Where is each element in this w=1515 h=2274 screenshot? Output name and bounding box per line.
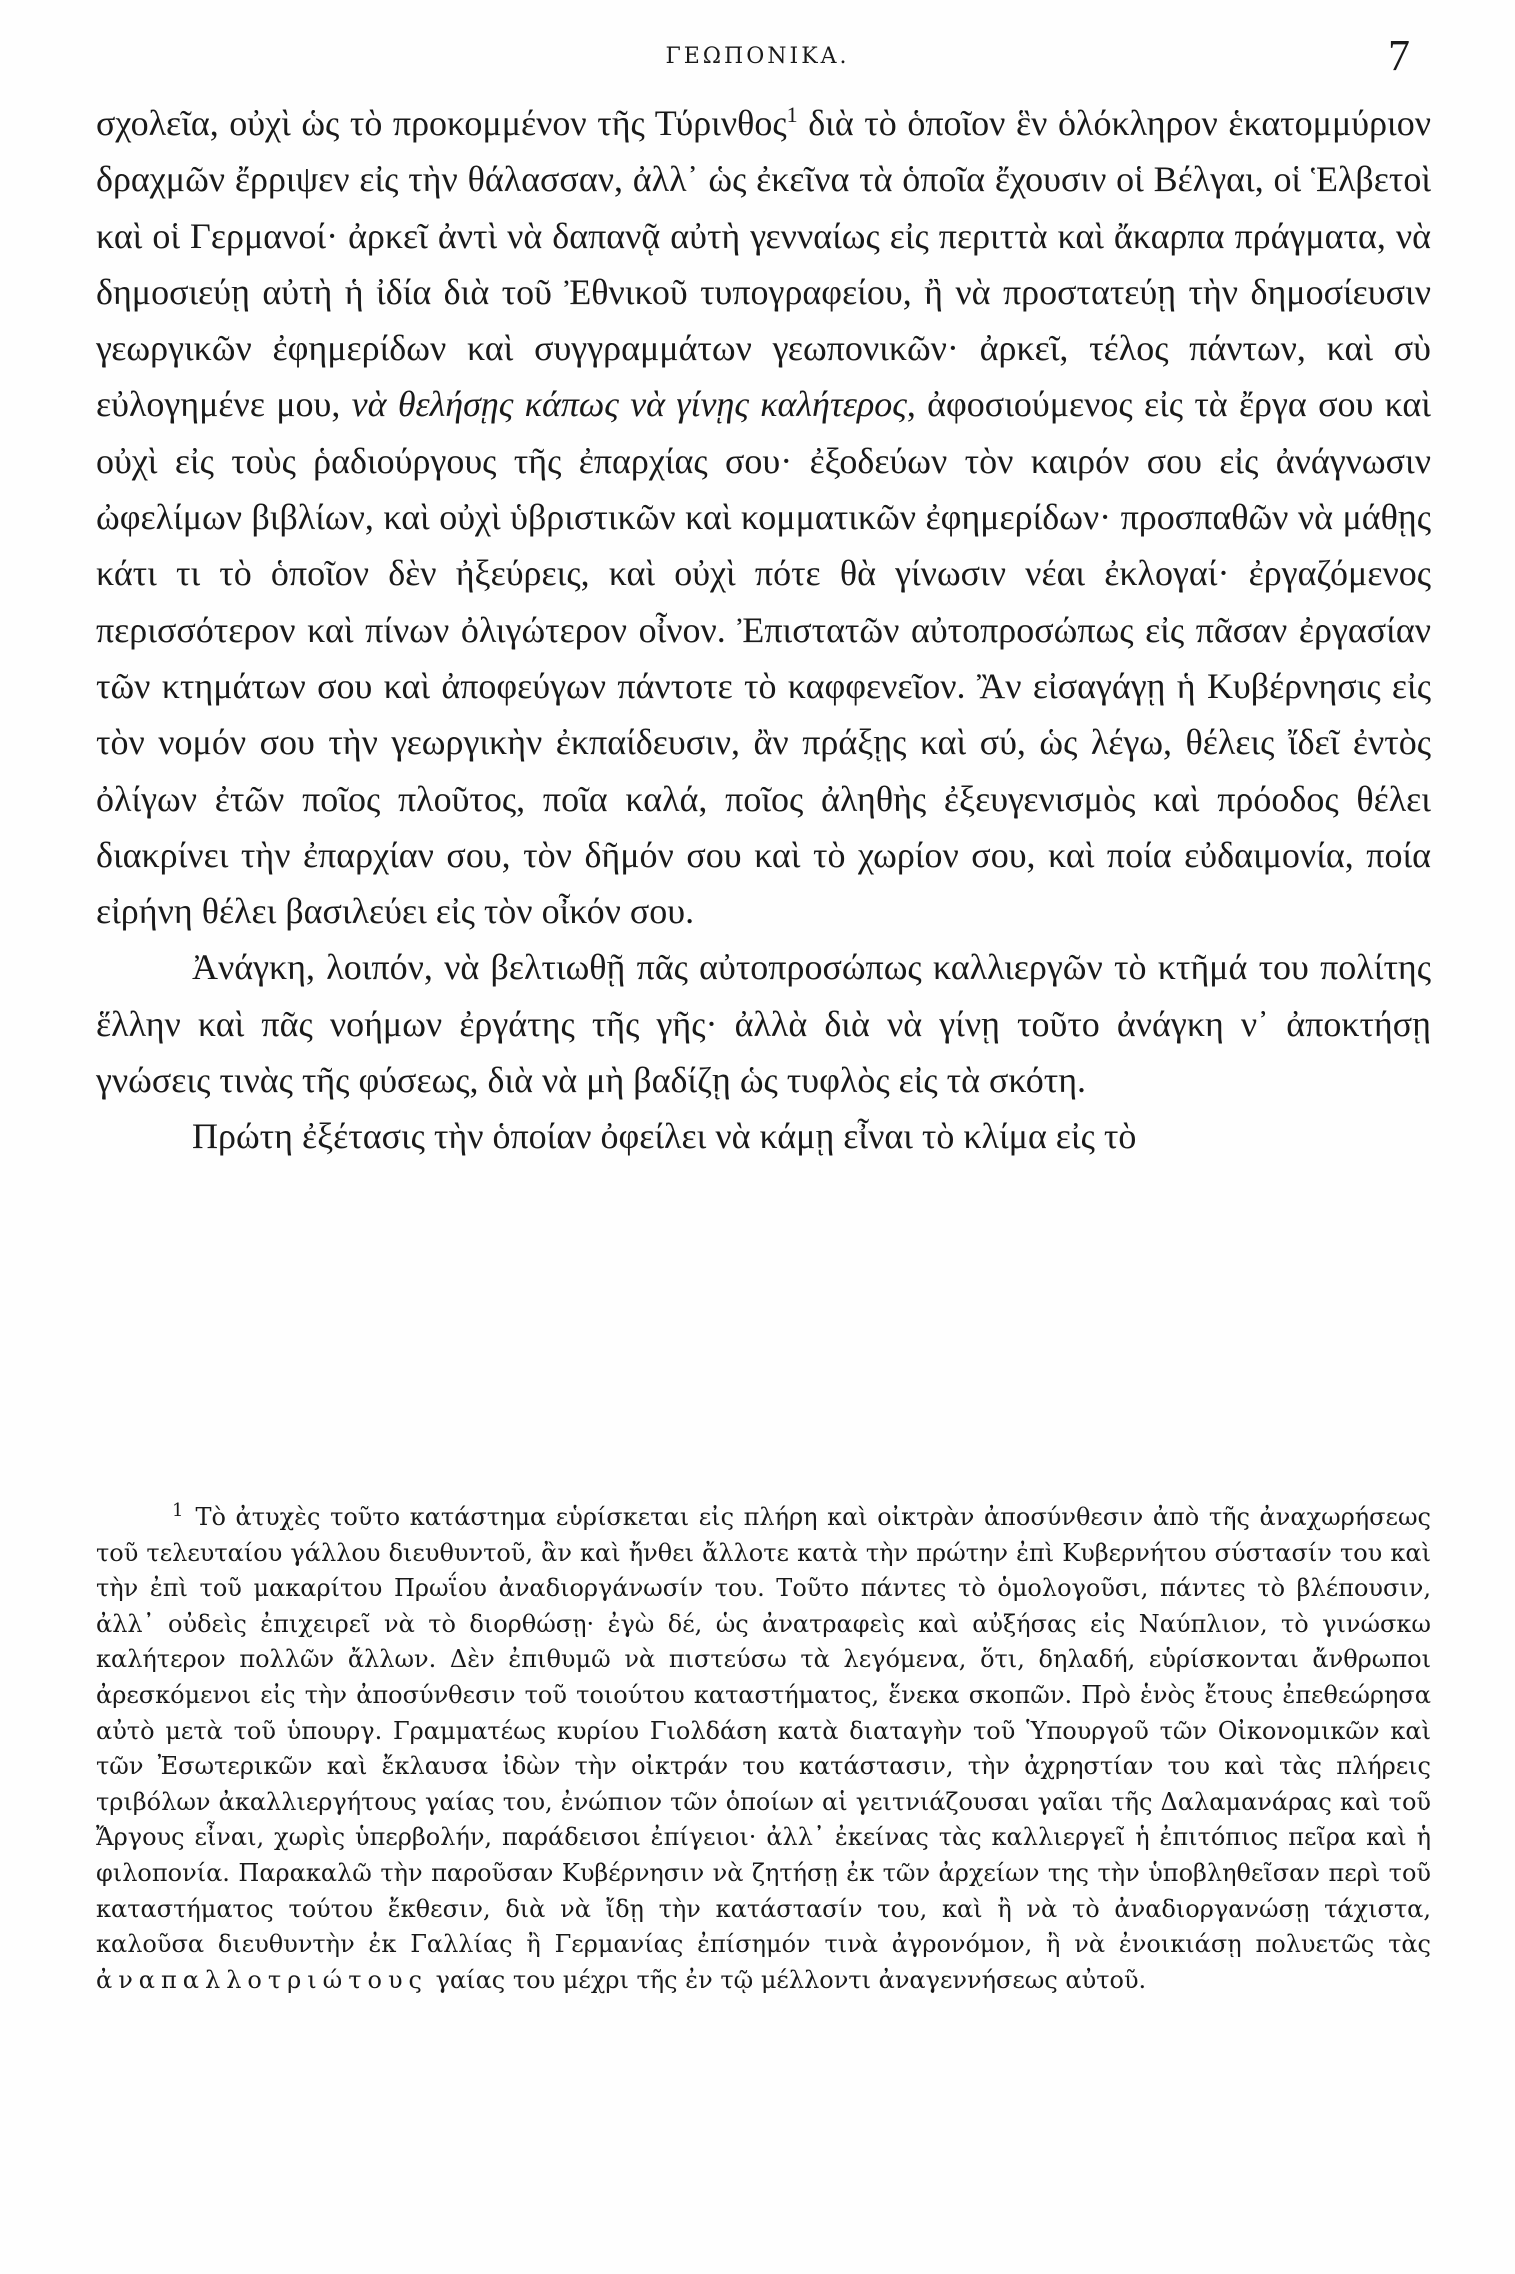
paragraph-1-part-b: διὰ τὸ ὁποῖον ἓν ὁλόκληρον ἑκατομμύριον δραχμῶν ἔρριψεν εἰς τὴν θάλασσαν, ἀλλ᾽ ὡς ἐκεῖνα τὰ ὁποῖα ἔχουσιν οἱ Βέλγαι, οἱ Ἑλβετοὶ καὶ οἱ Γερμανοί· ἀρκεῖ ἀντὶ νὰ δαπανᾷ αὐτὴ γενναίως εἰς περιττὰ καὶ ἄκαρπα πράγματα, νὰ δημοσιεύῃ αὐτὴ ἡ ἰδία διὰ τοῦ Ἐθνικοῦ τυπογραφείου, ἢ νὰ προστατεύῃ τὴν δημοσίευσιν γεωργικῶν ἐφημερίδων καὶ συγγραμμάτων γεωπονικῶν· ἀρκεῖ, τέλος πάντων, καὶ σὺ εὐλογημένε μου, [96, 103, 1431, 425]
footnote-spaced-word: ἀναπαλλοτριώτους [96, 1965, 428, 1994]
page-number: 7 [1388, 31, 1410, 80]
main-text [96, 95, 1431, 1165]
paragraph-1-emphasis: νὰ θελήσῃς κάπως νὰ γίνῃς καλήτερος [351, 384, 907, 425]
paragraph-2: Ἀνάγκη, λοιπόν, νὰ βελτιωθῇ πᾶς αὐτοπροσώπως καλλιεργῶν τὸ κτῆμά του πολίτης ἕλλην καὶ πᾶς νοήμων ἐργάτης τῆς γῆς· ἀλλὰ διὰ νὰ γίνῃ τοῦτο ἀνάγκη ν᾽ ἀποκτήσῃ γνώσεις τινὰς τῆς φύσεως, διὰ νὰ μὴ βαδίζῃ ὡς τυφλὸς εἰς τὰ σκότη. [96, 947, 1431, 1101]
paragraph-1-part-c: , ἀφοσιούμενος εἰς τὰ ἔργα σου καὶ οὐχὶ εἰς τοὺς ῥαδιούργους τῆς ἐπαρχίας σου· ἐξοδεύων τὸν καιρόν σου εἰς ἀνάγνωσιν ὠφελίμων βιβλίων, καὶ οὐχὶ ὑβριστικῶν καὶ κομματικῶν ἐφημερίδων· προσπαθῶν νὰ μάθῃς κάτι τι τὸ ὁποῖον δὲν ἠξεύρεις, καὶ οὐχὶ πότε θὰ γίνωσιν νέαι ἐκλογαί· ἐργαζόμενος περισσότερον καὶ πίνων ὀλιγώτερον οἶνον. Ἐπιστατῶν αὐτοπροσώπως εἰς πᾶσαν ἐργασίαν τῶν κτημάτων σου καὶ ἀποφεύγων πάντοτε τὸ καφφενεῖον. Ἂν εἰσαγάγῃ ἡ Κυβέρνησις εἰς τὸν νομόν σου τὴν γεωργικὴν ἐκπαίδευσιν, ἂν πράξῃς καὶ σύ, ὡς λέγω, θέλεις ἴδεῖ ἐντὸς ὀλίγων ἐτῶν ποῖος πλοῦτος, ποῖα καλά, ποῖος ἀληθὴς ἐξευγενισμὸς καὶ πρόοδος θέλει διακρίνει τὴν ἐπαρχίαν σου, τὸν δῆμόν σου καὶ τὸ χωρίον σου, καὶ ποία εὐδαιμονία, ποία εἰρήνη θέλει βασιλεύει εἰς τὸν οἶκόν σου. [96, 384, 1431, 932]
footnote-paragraph [96, 1500, 1431, 1998]
footnote-reference: 1 [786, 102, 798, 127]
footnote-number: 1 [172, 1500, 184, 1521]
footnote-text-a: Τὸ ἀτυχὲς τοῦτο κατάστημα εὑρίσκεται εἰς πλήρη καὶ οἰκτρὰν ἀποσύνθεσιν ἀπὸ τῆς ἀναχωρήσεως τοῦ τελευταίου γάλλου διευθυντοῦ, ἂν καὶ ἤνθει ἄλλοτε κατὰ τὴν πρώτην ἐπὶ Κυβερνήτου σύστασίν του καὶ τὴν ἐπὶ τοῦ μακαρίτου Πρωΐου ἀναδιοργάνωσίν του. Τοῦτο πάντες τὸ ὁμολογοῦσι, πάντες τὸ βλέπουσιν, ἀλλ᾽ οὐδεὶς ἐπιχειρεῖ νὰ τὸ διορθώσῃ· ἐγὼ δέ, ὡς ἀνατραφεὶς καὶ αὐξήσας εἰς Ναύπλιον, τὸ γινώσκω καλήτερον πολλῶν ἄλλων. Δὲν ἐπιθυμῶ νὰ πιστεύσω τὰ λεγόμενα, ὅτι, δηλαδή, εὑρίσκονται ἄνθρωποι ἀρεσκόμενοι εἰς τὴν ἀποσύνθεσιν τοῦ τοιούτου καταστήματος, ἕνεκα σκοπῶν. Πρὸ ἑνὸς ἔτους ἐπεθεώρησα αὐτὸ μετὰ τοῦ ὑπουργ. Γραμματέως κυρίου Γιολδάση κατὰ διαταγὴν τοῦ Ὑπουργοῦ τῶν Οἰκονομικῶν καὶ τῶν Ἐσωτερικῶν καὶ ἔκλαυσα ἰδὼν τὴν οἰκτράν του κατάστασιν, τὴν ἀχρηστίαν του καὶ τὰς πλήρεις τριβόλων ἀκαλλιεργήτους γαίας του, ἐνώπιον τῶν ὁποίων αἱ γειτνιάζουσαι γαῖαι τῆς Δαλαμανάρας καὶ τοῦ Ἄργους εἶναι, χωρὶς ὑπερβολήν, παράδεισοι ἐπίγειοι· ἀλλ᾽ ἐκείνας τὰς καλλιεργεῖ ἡ ἐπιτόπιος πεῖρα καὶ ἡ φιλοπονία. Παρακαλῶ τὴν παροῦσαν Κυβέρνησιν νὰ ζητήσῃ ἐκ τῶν ἀρχείων της τὴν ὑποβληθεῖσαν περὶ τοῦ καταστήματος τούτου ἔκθεσιν, διὰ νὰ ἴδῃ τὴν κατάστασίν του, καὶ ἢ νὰ τὸ ἀναδιοργανώσῃ τάχιστα, καλοῦσα διευθυντὴν ἐκ Γαλλίας ἢ Γερμανίας ἐπίσημόν τινὰ ἀγρονόμον, ἢ νὰ ἐνοικιάσῃ πολυετῶς τὰς [96, 1503, 1431, 1959]
paragraph-3: Πρώτη ἐξέτασις τὴν ὁποίαν ὀφείλει νὰ κάμῃ εἶναι τὸ κλίμα εἰς τὸ [192, 1116, 1137, 1157]
running-title: ΓΕΩΠΟΝΙΚΑ. [665, 44, 850, 69]
footnote-text-b: γαίας του μέχρι τῆς ἐν τῷ μέλλοντι ἀναγεννήσεως αὐτοῦ. [427, 1965, 1147, 1994]
footnote [96, 1500, 1431, 1998]
paragraph-1 [96, 95, 1431, 939]
paragraph-1-part-a: σχολεῖα, οὐχὶ ὡς τὸ προκομμένον τῆς Τύρινθος [96, 103, 787, 143]
